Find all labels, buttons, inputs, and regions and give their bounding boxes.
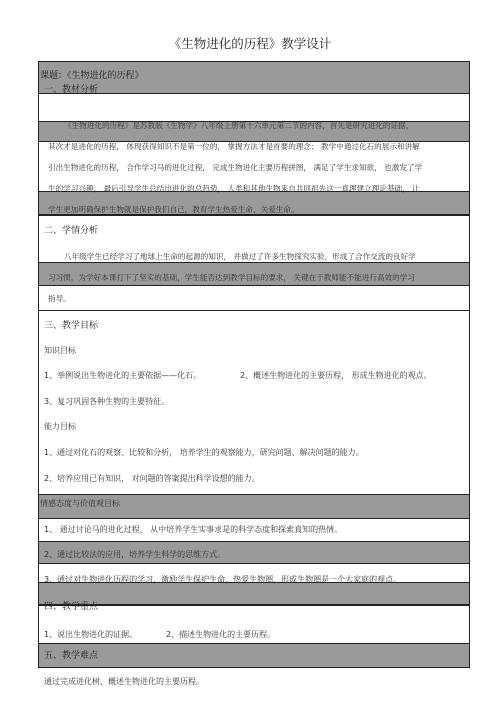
section-heading: 四、教学重点 xyxy=(44,602,99,612)
section-heading: 二、学情分析 xyxy=(44,226,99,236)
section-heading: 三、教学目标 xyxy=(44,321,99,331)
paragraph-line: 学生更加明确保护生物就是保护我们自己，教育学生热爱生命、关爱生命。 xyxy=(48,205,299,214)
key-point-1: 1、说出生物进化的证据。 xyxy=(44,630,138,639)
emotion-goal-1: 1、 通过讨论马的进化过程， 从中培养学生实事求是的科学态度和探索真知的热情。 xyxy=(44,525,343,534)
key-point-2: 2、描述生物进化的主要历程。 xyxy=(166,630,276,639)
topic-label: 课题：《生物进化的历程》 xyxy=(40,71,144,81)
divider xyxy=(38,310,470,311)
document-title: 《生物进化的历程》教学设计 xyxy=(168,36,332,51)
ability-goal-1: 1、通过对化石的观察、比较和分析， 培养学生的观察能力，研究问题、解决问题的能力。 xyxy=(44,448,364,457)
difficulty-point: 通过完成进化树，概述生物进化的主要历程。 xyxy=(44,677,204,686)
paragraph-line: 其次才是进化的历程， 体现获得知识不是第一位的， 掌握方法才是首要的理念； 教学中通过化石的展示和讲解 xyxy=(48,142,420,151)
knowledge-goal-3: 3、复习巩固各种生物的主要特征。 xyxy=(44,397,170,406)
ability-goal-2: 2、培养应用已有知识， 对问题的答案提出科学设想的能力。 xyxy=(44,474,260,483)
learner-analysis-paragraph xyxy=(48,246,460,309)
subheading-emotion: 情感态度与价值观目标 xyxy=(40,499,120,508)
knowledge-goal-1: 1、举例说出生物进化的主要依据——化石。 xyxy=(44,371,202,380)
paragraph-line: 指导。 xyxy=(48,294,71,303)
textbook-analysis-paragraph xyxy=(48,115,460,220)
emotion-goal-2: 2、通过比较法的应用，培养学生科学的思维方式。 xyxy=(44,550,226,559)
paragraph-line: 生的学习兴趣， 最后引导学生总结出进化的总趋势， 人类和其他生物来自共同祖先这一真理建立理论基础， 让 xyxy=(48,184,420,193)
divider xyxy=(38,605,470,606)
section-heading: 五、教学难点 xyxy=(44,651,99,661)
paragraph-line: 习习惯，为学好本课打下了坚实的基础，学生能否达到教学目标的要求， 关键在于教师能不能进行高效的学习 xyxy=(48,273,415,282)
paragraph-line: 八年级学生已经学习了地球上生命的起源的知识， 并做过了许多生物探究实验，形成了合作交流的良好学 xyxy=(64,252,416,261)
section-heading: 一、教材分析 xyxy=(44,85,99,95)
paragraph-line: 引出生物进化的历程， 合作学习马的进化过程， 完成生物进化主要历程拼图， 满足了学生求知欲， 也激发了学 xyxy=(48,163,423,172)
subheading-knowledge: 知识目标 xyxy=(44,346,76,355)
knowledge-goal-2: 2、概述生物进化的主要历程， 形成生物进化的观点。 xyxy=(240,371,432,380)
subheading-ability: 能力目标 xyxy=(44,422,76,431)
emotion-goal-3: 3、通过对生物进化历程的学习，激励学生保护生命，热爱生物圈，形成生物圈是一个大家庭的观点。 xyxy=(44,575,402,584)
paragraph-line: 《生物进化的历程》是苏教版《生物学》八年级上册第十六单元第二节的内容，首先是研究进化的证据， xyxy=(64,121,414,130)
